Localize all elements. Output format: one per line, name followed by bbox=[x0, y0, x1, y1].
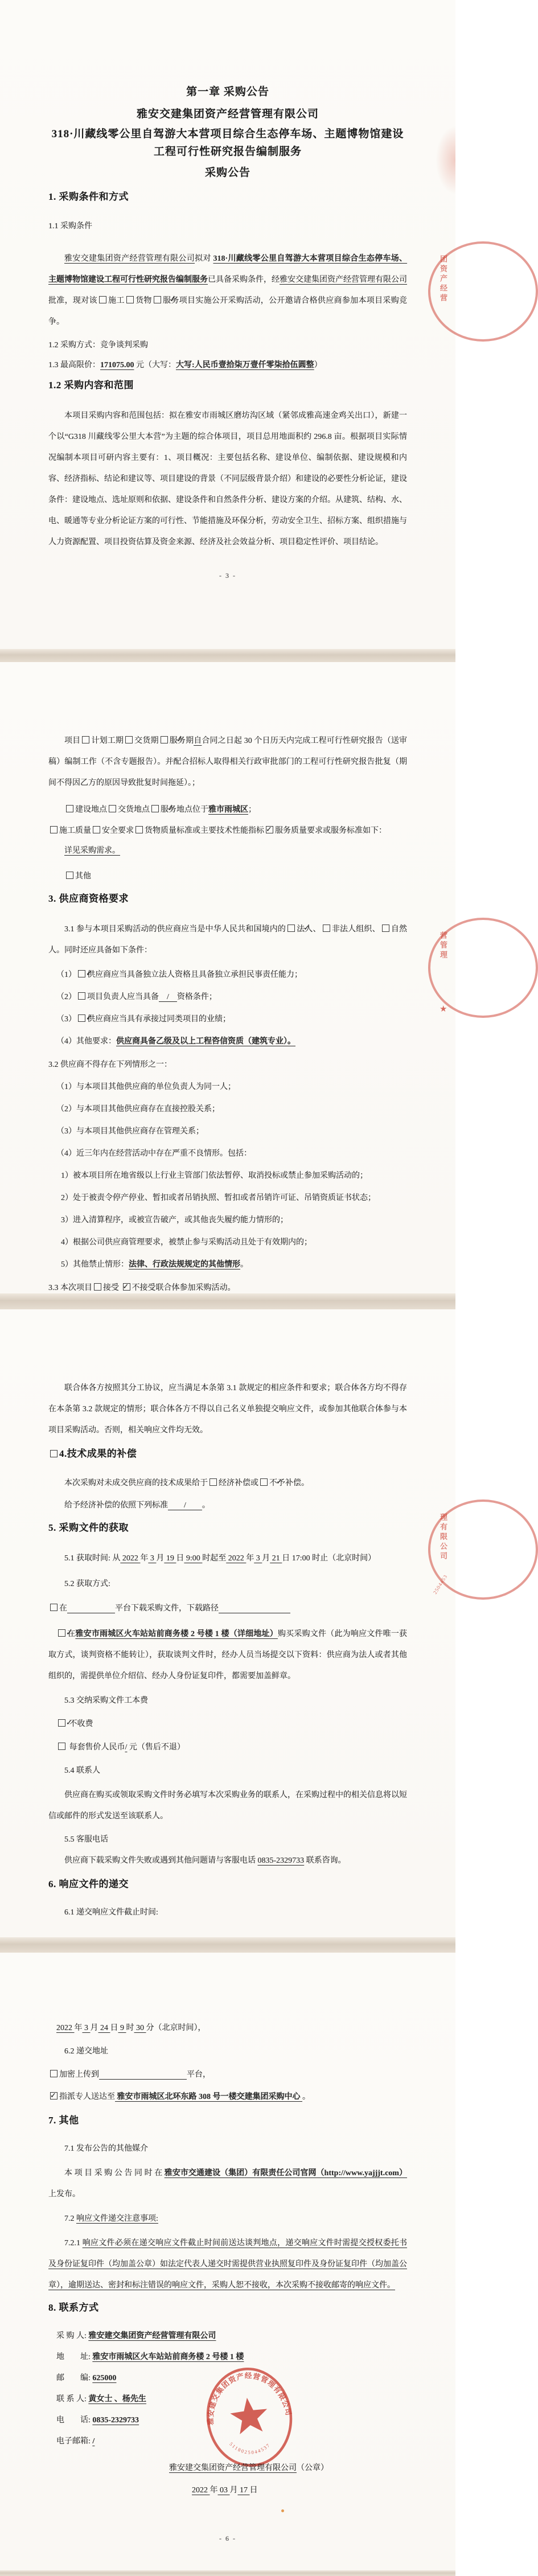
text-segment: 19 bbox=[164, 1554, 176, 1563]
text-segment: 雅安市雨城区火车站站前商务楼 2 号楼 1 楼（详细地址） bbox=[75, 1630, 278, 1638]
edge-seal-star-icon: ★ bbox=[440, 1005, 447, 1014]
doc-line bbox=[48, 1445, 407, 1462]
text-segment: 元（大写： bbox=[134, 361, 176, 369]
doc-line bbox=[48, 1496, 407, 1515]
text-segment: 供应商应当具备独立法人资格且具备独立承担民事责任能力； bbox=[87, 971, 302, 979]
edge-seal-digits: 2504453 bbox=[432, 1573, 449, 1595]
doc-line bbox=[48, 800, 407, 819]
page-4 bbox=[0, 1953, 455, 2570]
text-segment: 其他 bbox=[75, 872, 91, 881]
text-segment: （公章） bbox=[297, 2464, 328, 2472]
text-segment: 30 bbox=[134, 2024, 146, 2032]
text-segment: 。 bbox=[240, 1260, 248, 1269]
text-segment: 318·川藏线零公里自驾游大本营项目综合生态停车场、主题博物馆建设工程可行性研究报告编制服务 bbox=[48, 254, 408, 284]
doc-line bbox=[48, 1715, 407, 1733]
text-segment: 购买采购文件（此为响应文件唯一获取方式，谈判资格不能转让），获取谈判文件时，经办人员当场提交以下资料：供应商为法人或者其他组织的，需提供单位介绍信、经办人身份证复印件，都需要加盖鲜章。 bbox=[48, 1630, 408, 1681]
text-segment: 9 bbox=[118, 2024, 126, 2032]
text-segment: 货物 bbox=[135, 297, 152, 305]
checkbox-checked-icon bbox=[58, 1719, 65, 1727]
text-segment: ； bbox=[248, 806, 256, 814]
text-segment: 年 bbox=[140, 1554, 149, 1563]
text-segment: 5.5 客服电话 bbox=[64, 1835, 108, 1844]
text-segment: 分（北京时间）， bbox=[146, 2024, 206, 2032]
doc-line bbox=[48, 1830, 407, 1849]
text-segment: 交货地点 bbox=[118, 806, 150, 814]
checkbox-unchecked-icon bbox=[126, 296, 134, 303]
text-segment: 月 bbox=[156, 1554, 165, 1563]
text-segment: 非法人组织、 bbox=[331, 925, 380, 934]
doc-line bbox=[48, 2042, 407, 2061]
text-segment: 详见采购需求。 bbox=[64, 847, 120, 855]
doc-line bbox=[48, 2348, 407, 2367]
text-segment: 21 bbox=[270, 1554, 282, 1563]
doc-line bbox=[48, 1100, 407, 1119]
text-segment: 雅安交建集团资产经营管理有限公司 bbox=[280, 276, 407, 284]
text-segment: 雅市雨城区 bbox=[208, 806, 248, 814]
doc-line bbox=[48, 1691, 407, 1710]
text-segment: 0835-2329733 bbox=[257, 1856, 305, 1865]
doc-line bbox=[48, 2112, 407, 2129]
doc-line bbox=[48, 1032, 407, 1051]
text-segment: - 3 - bbox=[219, 572, 236, 580]
text-segment: 法律、行政法规规定的其他情形 bbox=[129, 1260, 240, 1269]
text-segment: 合同之日起 30 个日历天内完成工程可行性研究报告（送审稿）编制工作（不含专题报告）。并配合招标人取得相关行政审批部门的工程可行性研究报告批复（期间不得因乙方的原因导致批复时间拖延）。； bbox=[48, 737, 408, 787]
text-segment: 大写:人民币壹拾柒万壹仟零柒拾伍圆整 bbox=[176, 361, 314, 369]
text-segment: 5.4 联系人 bbox=[64, 1766, 100, 1775]
page-number bbox=[48, 566, 407, 585]
doc-line bbox=[48, 405, 407, 553]
text-segment: 2022 bbox=[226, 1554, 247, 1563]
edge-seal-text: 营管理 bbox=[439, 931, 447, 960]
page-separator-3 bbox=[0, 1937, 455, 1953]
text-segment: 元（售后不退） bbox=[127, 1743, 185, 1752]
doc-line bbox=[48, 1255, 407, 1274]
doc-line bbox=[48, 867, 407, 886]
text-segment: 本项目采购内容和范围包括：拟在雅安市雨城区磨坊沟区域（紧邻成雅高速金鸡关出口），新建一个以“G318 川藏线零公里大本营”为主题的综合体项目，项目总用地面积约 296.8 亩。根据项目实际情况编制本项目可研内容主要有：1、项目概况：主要包括名称、建设单位、编制依据、建设规模和内容、经济指标、结论和建议等、项目建设的背景（不同层级背景介绍）和建设的必要性分析论证，建设条件：建设地点、选址原则和依据、建设条件和自然条件分析、建设方案的介绍。从建筑、结构、水、电、暖通等专业分析论证方案的可行性、节能措施及环保分析，劳动安全卫生、招标方案、组织措施与人力资源配置、项目投资估算及资金来源、经济及社会效益分析、项目稳定性评价、项目结论。 bbox=[48, 412, 407, 547]
doc-line bbox=[48, 2411, 407, 2430]
text-segment: 。 bbox=[202, 1501, 210, 1510]
text-segment: 7.2 bbox=[64, 2215, 76, 2223]
text-segment: 3 bbox=[82, 2024, 91, 2032]
doc-line bbox=[48, 356, 407, 375]
text-segment: 拟对 bbox=[195, 254, 213, 263]
text-segment: 服务项目实施公开采购活动，公开邀请合格供应商参加本项目采购竞争。 bbox=[48, 297, 408, 326]
text-segment: 9:00 bbox=[184, 1554, 203, 1563]
doc-line bbox=[48, 966, 407, 984]
text-segment: 1.3 最高限价： bbox=[48, 361, 100, 369]
text-segment: 时 bbox=[126, 2024, 134, 2032]
text-segment: 第一章 采购公告 bbox=[186, 86, 269, 98]
text-segment: 施工质量 bbox=[59, 827, 91, 835]
text-segment: 03 bbox=[217, 2486, 230, 2495]
text-segment: 月 bbox=[262, 1554, 270, 1563]
checkbox-checked-icon bbox=[78, 1014, 85, 1022]
doc-line bbox=[48, 1761, 407, 1780]
text-segment: 本 项 目 采 购 公 告 同 时 在 bbox=[64, 2169, 165, 2178]
text-segment: 5.2 获取方式: bbox=[64, 1580, 110, 1588]
text-segment bbox=[219, 1604, 290, 1613]
text-segment: ） bbox=[314, 361, 322, 369]
doc-line bbox=[48, 730, 407, 794]
text-segment: 邮 编: bbox=[56, 2374, 93, 2382]
checkbox-checked-icon bbox=[266, 826, 273, 833]
text-segment: 接受 bbox=[103, 1284, 121, 1292]
text-segment: 联合体各方按照其分工协议，应当满足本条第 3.1 款规定的相应条件和要求；联合体各方均不得存在本条第 3.2 款规定的情形；联合体各方不得以自己名义单独提交响应文件，或参加其他联合体参与本项目采购活动。否则，相关响应文件均无效。 bbox=[48, 1384, 407, 1435]
text-segment: 自然人。同时还应具备如下条件： bbox=[48, 925, 408, 955]
text-segment: 供应商具备乙级及以上工程咨信资质（建筑专业）。 bbox=[116, 1037, 295, 1046]
text-segment: 平台， bbox=[187, 2070, 211, 2079]
checkbox-unchecked-icon bbox=[94, 1283, 101, 1291]
text-segment: 给予经济补偿的依照下列标准 bbox=[64, 1501, 168, 1510]
doc-line bbox=[48, 1166, 407, 1185]
doc-line bbox=[48, 248, 407, 332]
text-segment: 施工 bbox=[108, 297, 125, 305]
doc-line bbox=[48, 2369, 407, 2388]
doc-line bbox=[48, 1211, 407, 1230]
text-segment bbox=[67, 1604, 115, 1613]
checkbox-checked-icon bbox=[288, 925, 295, 932]
text-segment: 年 bbox=[74, 2024, 83, 2032]
text-segment: （4）近三年内在经营活动中存在严重不良情形。包括： bbox=[56, 1149, 252, 1158]
checkbox-checked-icon bbox=[50, 2092, 58, 2100]
checkbox-checked-icon bbox=[161, 736, 168, 743]
checkbox-checked-icon bbox=[151, 805, 159, 812]
text-segment: 黄女士 、杨先生 bbox=[88, 2395, 146, 2404]
checkbox-unchecked-icon bbox=[50, 1450, 58, 1457]
edge-seal-text: 团资产经营 bbox=[439, 255, 447, 303]
doc-line bbox=[48, 2139, 407, 2158]
doc-line bbox=[48, 2233, 407, 2296]
text-segment: 24 bbox=[98, 2024, 110, 2032]
text-segment bbox=[99, 2070, 187, 2079]
text-segment: 4.技术成果的补偿 bbox=[59, 1448, 137, 1459]
text-segment: 5.1 获取时间: 从 bbox=[64, 1554, 121, 1563]
page-3 bbox=[0, 1309, 455, 1937]
doc-line bbox=[48, 841, 407, 860]
doc-line bbox=[48, 1378, 407, 1441]
text-segment: 雅安市交通建设（集团）有限责任公司官网（http://www.yajjjt.com） bbox=[164, 2169, 408, 2178]
text-segment: 4）根据公司供应商管理要求，被禁止参与采购活动且处于有效期内的； bbox=[61, 1238, 312, 1247]
text-segment: 安全要求 bbox=[102, 827, 134, 835]
checkbox-unchecked-icon bbox=[50, 826, 58, 833]
text-segment: 电 话: bbox=[56, 2416, 93, 2425]
doc-line bbox=[48, 1474, 407, 1493]
doc-line bbox=[48, 1599, 407, 1618]
doc-line bbox=[48, 2163, 407, 2205]
seal-arc-text: 雅安建交集团资产经营管理有限公司 bbox=[206, 2372, 293, 2426]
text-segment: 上发布。 bbox=[48, 2190, 80, 2199]
text-segment: 资格条件； bbox=[176, 993, 217, 1001]
doc-line bbox=[48, 1144, 407, 1163]
doc-line bbox=[48, 2390, 407, 2409]
checkbox-unchecked-icon bbox=[382, 925, 389, 932]
text-segment: （3）与本项目其他供应商存在管理关系； bbox=[56, 1127, 204, 1136]
text-segment: 3.1 参与本项目采购活动的供应商应当是中华人民共和国境内的 bbox=[64, 925, 286, 934]
text-segment: 在 bbox=[59, 1604, 67, 1613]
text-segment: （4）其他要求： bbox=[56, 1037, 116, 1046]
text-segment: 3.3 本次项目 bbox=[48, 1284, 92, 1292]
text-segment: 日 bbox=[249, 2486, 258, 2495]
text-segment: 8. 联系方式 bbox=[48, 2302, 99, 2313]
checkbox-unchecked-icon bbox=[210, 1478, 217, 1486]
doc-line bbox=[48, 1055, 407, 1074]
doc-line bbox=[48, 919, 407, 961]
text-segment: 3. 供应商资格要求 bbox=[48, 893, 129, 904]
text-segment: 6.1 递交响应文件截止时间: bbox=[64, 1908, 158, 1917]
doc-line bbox=[48, 1122, 407, 1141]
text-segment: 采 购 人: bbox=[56, 2332, 89, 2340]
text-segment: 已具备采购条件，经 bbox=[208, 276, 280, 284]
doc-line bbox=[48, 1519, 407, 1536]
doc-line bbox=[48, 2065, 407, 2084]
checkbox-checked-icon bbox=[78, 970, 85, 977]
text-segment: 建设地点 bbox=[75, 806, 107, 814]
page-separator-4 bbox=[0, 2570, 455, 2576]
text-segment: 1.1 采购条件 bbox=[48, 222, 92, 231]
doc-line bbox=[48, 890, 407, 907]
text-segment: / bbox=[92, 2437, 95, 2446]
text-segment: 服务地点位于 bbox=[161, 806, 208, 814]
text-segment: 雅安建交集团资产经营管理有限公司 bbox=[88, 2332, 216, 2340]
text-segment: 经济补偿或 bbox=[219, 1479, 258, 1488]
text-segment: 日 17:00 时止（北京时间） bbox=[282, 1554, 376, 1563]
text-segment: 平台下载采购文件，下载路径 bbox=[115, 1604, 219, 1613]
text-segment: 月 bbox=[90, 2024, 98, 2032]
text-segment: 2022 bbox=[120, 1554, 141, 1563]
doc-line bbox=[48, 125, 407, 161]
checkbox-unchecked-icon bbox=[50, 2070, 58, 2077]
doc-line bbox=[48, 1876, 407, 1893]
doc-line bbox=[48, 1189, 407, 1207]
checkbox-unchecked-icon bbox=[135, 826, 143, 833]
edge-seal-text: 理有限公司 bbox=[439, 1513, 447, 1562]
doc-line bbox=[48, 1785, 407, 1827]
text-segment: 1）被本项目所在地省级以上行业主管部门依法暂停、取消投标或禁止参加采购活动的； bbox=[61, 1172, 368, 1180]
text-segment: （1） bbox=[56, 971, 76, 979]
text-segment: 0835-2329733 bbox=[92, 2416, 139, 2425]
text-segment: 1. 采购条件和方式 bbox=[48, 191, 129, 202]
text-segment: 不接受联合体参加采购活动。 bbox=[132, 1284, 236, 1292]
page-1 bbox=[0, 0, 455, 649]
text-segment: 项目 bbox=[64, 737, 81, 745]
checkbox-unchecked-icon bbox=[78, 992, 85, 1000]
text-segment: 服务质量要求或服务标准如下： bbox=[275, 827, 387, 835]
text-segment: 批准，现对该 bbox=[48, 297, 97, 305]
text-segment: 1.2 采购内容和范围 bbox=[48, 380, 134, 391]
text-segment: （2） bbox=[56, 993, 76, 1001]
seal-number-text: 5118025044537 bbox=[228, 2441, 272, 2455]
checkbox-unchecked-icon bbox=[66, 872, 73, 879]
doc-line bbox=[48, 377, 407, 394]
text-segment: 2）处于被责令停产停业、暂扣或者吊销执照、暂扣或者吊销许可证、吊销资质证书状态； bbox=[61, 1194, 376, 1202]
text-segment: 供应商下载采购文件失败或遇到其他问题请与客服电话 bbox=[64, 1856, 258, 1865]
doc-line bbox=[48, 1851, 407, 1870]
text-segment: 指派专人送达至 bbox=[59, 2093, 115, 2101]
text-segment: 3）进入清算程序，或被宣告破产，或其他丧失履约能力情形的； bbox=[61, 1216, 288, 1225]
text-segment: 318·川藏线零公里自驾游大本营项目综合生态停车场、主题博物馆建设工程可行性研究报告编制服务 bbox=[51, 128, 404, 158]
text-segment: - 6 - bbox=[219, 2534, 236, 2542]
text-segment: 在 bbox=[67, 1630, 76, 1638]
doc-line bbox=[48, 1575, 407, 1593]
text-segment: （2）与本项目其他供应商存在直接控股关系； bbox=[56, 1105, 220, 1114]
text-segment: 服务期 bbox=[169, 737, 194, 745]
text-segment: 自 bbox=[194, 737, 202, 745]
text-segment: 联系咨询。 bbox=[304, 1856, 346, 1865]
text-segment: 雅安交建集团资产经营管理有限公司 bbox=[64, 254, 195, 263]
text-segment: 不予补偿。 bbox=[269, 1479, 309, 1488]
text-segment: 地 址: bbox=[56, 2353, 93, 2361]
checkbox-unchecked-icon bbox=[125, 736, 133, 743]
text-segment: 法人、 bbox=[297, 925, 321, 934]
doc-line bbox=[48, 2019, 407, 2037]
checkbox-unchecked-icon bbox=[82, 736, 89, 743]
text-segment: 2022 bbox=[56, 2024, 75, 2032]
text-segment: / bbox=[159, 993, 177, 1001]
text-segment: 时起至 bbox=[202, 1554, 227, 1563]
doc-line bbox=[48, 1903, 407, 1922]
doc-line bbox=[48, 2459, 407, 2478]
text-segment: 6.2 递交地址 bbox=[64, 2047, 108, 2056]
doc-line bbox=[48, 1548, 407, 1569]
text-segment: 3.2 供应商不得存在下列情形之一： bbox=[48, 1061, 172, 1069]
text-segment: 计划工期 bbox=[91, 737, 124, 745]
text-segment: 供应商应当具有承接过同类项目的业绩； bbox=[87, 1015, 231, 1024]
text-segment: 年 bbox=[246, 1554, 254, 1563]
doc-line bbox=[48, 2327, 407, 2345]
doc-line bbox=[48, 217, 407, 236]
text-segment: 7. 其他 bbox=[48, 2115, 79, 2126]
checkbox-unchecked-icon bbox=[99, 296, 106, 303]
text-segment: / bbox=[168, 1501, 202, 1510]
text-segment: 5. 采购文件的获取 bbox=[48, 1522, 129, 1533]
page-separator-2 bbox=[0, 1293, 455, 1309]
text-segment: 雅安交建集团资产经营管理有限公司 bbox=[136, 108, 319, 120]
text-segment: 供应商在购买或领取采购文件时务必填写本次采购业务的联系人，在采购过程中的相关信息将以短信或邮件的形式发送至该联系人。 bbox=[48, 1791, 407, 1821]
checkbox-checked-icon bbox=[123, 1283, 130, 1291]
text-segment: 7.2.1 bbox=[64, 2239, 83, 2248]
text-segment: 日 bbox=[176, 1554, 184, 1563]
text-segment: 雅安市雨城区北环东路 308 号一楼交建集团采购中心 bbox=[115, 2093, 302, 2101]
text-segment: 1.2 采购方式：竞争谈判采购 bbox=[48, 341, 148, 350]
text-segment: 雅安建交集团资产经营管理有限公司 bbox=[169, 2464, 297, 2472]
text-segment: 日 bbox=[110, 2024, 118, 2032]
checkbox-checked-icon bbox=[154, 296, 161, 303]
text-segment: 本次采购对未成交供应商的技术成果给于 bbox=[64, 1479, 208, 1488]
text-segment: 加密上传到 bbox=[59, 2070, 99, 2079]
doc-line bbox=[48, 83, 407, 101]
text-segment: 交货期 bbox=[134, 737, 159, 745]
doc-line bbox=[48, 1233, 407, 1252]
doc-line bbox=[48, 821, 407, 840]
text-segment: 625000 bbox=[92, 2374, 117, 2382]
text-segment: 电子邮箱: bbox=[56, 2437, 93, 2446]
page-separator-1 bbox=[0, 649, 455, 662]
text-segment: 货物质量标准或主要技术性能指标 bbox=[145, 827, 264, 835]
doc-line bbox=[48, 2088, 407, 2106]
text-segment: 采购公告 bbox=[204, 167, 250, 179]
text-segment: 联 系 人: bbox=[56, 2395, 89, 2404]
checkbox-unchecked-icon bbox=[50, 1604, 58, 1611]
text-segment: 项目负责人应当具备 bbox=[87, 993, 159, 1001]
checkbox-unchecked-icon bbox=[66, 805, 73, 812]
doc-line bbox=[48, 188, 407, 206]
text-segment: 5）其他禁止情形： bbox=[61, 1260, 129, 1269]
scan-speck bbox=[281, 2509, 284, 2512]
page-2 bbox=[0, 662, 455, 1293]
doc-line bbox=[48, 2209, 407, 2228]
doc-line bbox=[48, 105, 407, 123]
doc-line bbox=[48, 1624, 407, 1687]
text-segment: （1）与本项目其他供应商的单位负责人为同一人； bbox=[56, 1083, 236, 1091]
text-segment: 3 bbox=[254, 1554, 262, 1563]
text-segment: 响应文件必须在递交响应文件截止时间前送达谈判地点，递交响应文件时需提交授权委托书及身份证复印件（均加盖公章）如法定代表人递交时需提供营业执照复印件及身份证复印件（均加盖公章），逾期送达、密封和标注错误的响应文件，采购人恕不接收，本次采购不接收邮寄的响应文件。 bbox=[48, 2239, 408, 2290]
text-segment: 2022 bbox=[192, 2486, 210, 2495]
page-number bbox=[48, 2529, 407, 2548]
doc-line bbox=[48, 2481, 407, 2500]
checkbox-unchecked-icon bbox=[109, 805, 116, 812]
doc-line bbox=[48, 1078, 407, 1096]
text-segment: 。 bbox=[302, 2093, 310, 2101]
text-segment: 年 bbox=[210, 2486, 218, 2495]
checkbox-unchecked-icon bbox=[93, 826, 100, 833]
doc-line bbox=[48, 336, 407, 355]
text-segment: 171075.00 bbox=[100, 361, 134, 369]
text-segment: 响应文件递交注意事项: bbox=[76, 2215, 158, 2223]
text-segment: 月 bbox=[229, 2486, 238, 2495]
text-segment: 5.3 交纳采购文件工本费 bbox=[64, 1696, 148, 1705]
checkbox-unchecked-icon bbox=[58, 1743, 65, 1750]
doc-line bbox=[48, 2299, 407, 2316]
text-segment: 每套售价人民币 bbox=[67, 1743, 125, 1752]
text-segment: 雅安市雨城区火车站站前商务楼 2 号楼 1 楼 bbox=[92, 2353, 244, 2361]
checkbox-unchecked-icon bbox=[323, 925, 330, 932]
text-segment: 不收费 bbox=[67, 1720, 93, 1728]
text-segment: （3） bbox=[56, 1015, 76, 1024]
text-segment: 17 bbox=[237, 2486, 250, 2495]
text-segment: 7.1 发布公告的其他媒介 bbox=[64, 2144, 148, 2153]
doc-line bbox=[48, 1738, 407, 1757]
doc-line bbox=[48, 2432, 407, 2451]
text-segment: 3 bbox=[148, 1554, 157, 1563]
text-segment: / bbox=[125, 1743, 128, 1752]
doc-line bbox=[48, 988, 407, 1006]
checkbox-checked-icon bbox=[58, 1629, 65, 1637]
doc-line bbox=[48, 1010, 407, 1029]
doc-line bbox=[48, 164, 407, 182]
checkbox-checked-icon bbox=[260, 1478, 268, 1486]
text-segment: 6. 响应文件的递交 bbox=[48, 1879, 129, 1889]
